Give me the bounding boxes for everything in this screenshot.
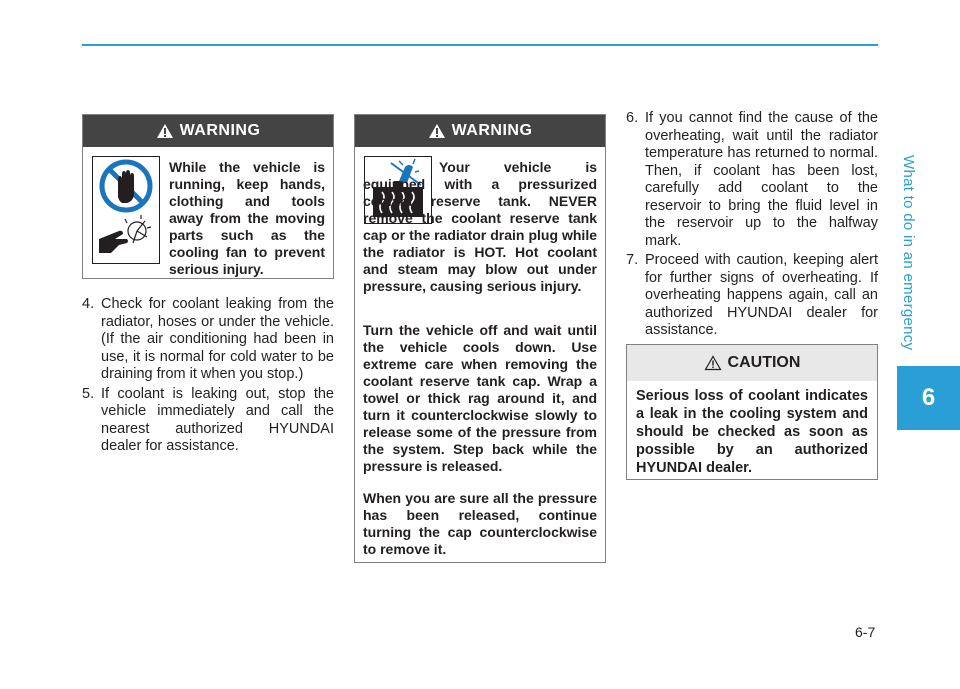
step-text: If coolant is leaking out, stop the vehicle immediately and call the nearest authorized HYUNDAI dealer for assistance.	[101, 385, 334, 454]
top-rule	[82, 44, 878, 46]
list-item	[626, 252, 878, 340]
warning-triangle-icon	[156, 123, 174, 139]
warning-box-moving-parts	[82, 114, 334, 279]
warning-paragraph-1: Your vehicle is equipped with a pressurized coolant reserve tank. NEVER remove the coolant reserve tank cap or the radiator drain plug while the radiator is HOT. Hot coolant and steam may blow out under pressure, causing serious injury.	[363, 159, 597, 294]
step-text: Proceed with caution, keeping alert for further signs of overheating. If overheating happens again, call an authorized HYUNDAI dealer for assistance.	[645, 252, 878, 338]
step-text: If you cannot find the cause of the overheating, wait until the radiator temperature has returned to normal. Then, if coolant has been lost, carefully add coolant to the reservoir to bring the fluid level in the reservoir up to the halfway mark.	[645, 110, 878, 249]
section-title: What to do in an emergency	[900, 154, 917, 350]
warning-box-coolant-tank	[354, 114, 606, 563]
list-item	[626, 110, 878, 250]
chapter-tab: 6	[897, 366, 960, 430]
warning-paragraph-2: Turn the vehicle off and wait until the vehicle cools down. Use extreme care when removing the coolant reserve tank cap. Wrap a towel or thick rag around it, and turn it counterclockwise slowly to release some of the pressure from the system. Step back while the pressure is released.	[363, 322, 597, 474]
steps-right	[626, 110, 878, 342]
warning-triangle-icon	[704, 355, 722, 371]
hand-near-fan-icon	[92, 156, 160, 264]
warning-text: While the vehicle is running, keep hands, clothing and tools away from the moving parts such as the cooling fan to prevent serious injury.	[169, 159, 325, 277]
page-number: 6-7	[855, 624, 876, 640]
list-item	[82, 386, 334, 456]
caution-text: Serious loss of coolant indicates a leak in the cooling system and should be checked as soon as possible by an authorized HYUNDAI dealer.	[636, 388, 868, 476]
step-number: 7.	[626, 252, 639, 268]
warning-triangle-icon	[428, 123, 446, 139]
warning-title: WARNING	[179, 122, 261, 139]
warning-title: WARNING	[451, 122, 533, 139]
step-number: 4.	[82, 296, 95, 312]
step-number: 6.	[626, 110, 639, 126]
step-text: Check for coolant leaking from the radiator, hoses or under the vehicle. (If the air conditioning had been in use, it is normal for cold water to be draining from it when you stop.)	[101, 296, 334, 382]
caution-title: CAUTION	[727, 354, 801, 371]
warning-header	[355, 115, 605, 147]
steps-left	[82, 296, 334, 458]
list-item	[82, 296, 334, 384]
warning-paragraph-3: When you are sure all the pressure has been released, continue turning the cap counterclockwise to remove it.	[363, 490, 597, 557]
step-number: 5.	[82, 385, 95, 402]
warning-header	[83, 115, 333, 147]
caution-header	[627, 345, 877, 381]
caution-box	[626, 344, 878, 480]
